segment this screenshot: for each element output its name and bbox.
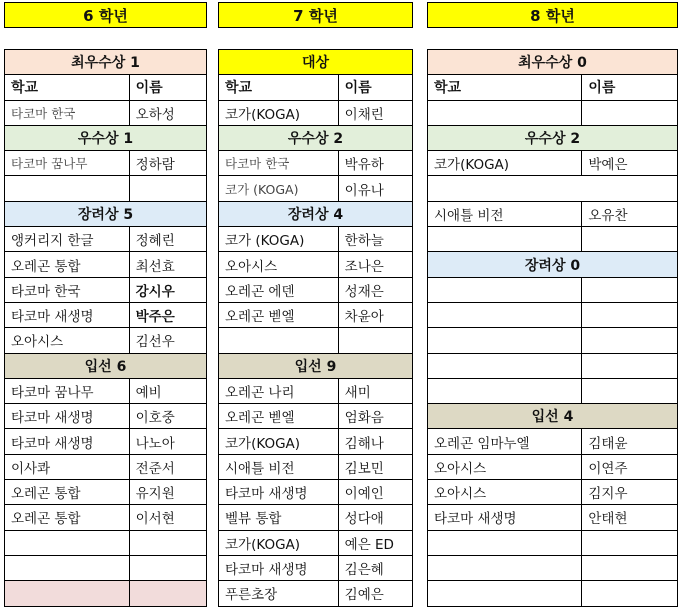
- school-cell: [428, 354, 582, 378]
- table-row-empty: [427, 176, 678, 201]
- table-row: [218, 328, 413, 353]
- award-category-header: 장려상 0: [427, 252, 678, 277]
- school-cell: 오레곤 벧엘: [219, 404, 339, 428]
- name-cell: 새미: [344, 385, 371, 401]
- school-cell: 타코마 꿈나무: [5, 151, 130, 175]
- school-cell: 타코마 한국: [219, 151, 339, 175]
- table-row: [427, 556, 678, 581]
- school-cell: [5, 176, 130, 200]
- name-cell: 전준서: [135, 460, 175, 477]
- grade-header-6: 6 학년: [4, 2, 207, 28]
- table-row: [427, 480, 678, 505]
- school-cell: 코가 (KOGA): [219, 227, 339, 251]
- award-category-header: 대상: [218, 50, 413, 75]
- school-cell: [5, 531, 130, 555]
- table-row: [218, 429, 413, 454]
- grade-header-8: 8 학년: [427, 2, 678, 28]
- name-cell: 엄화음: [344, 410, 384, 427]
- table-row: [427, 227, 678, 252]
- school-column-header: 학교: [428, 75, 582, 99]
- table-row: [4, 227, 207, 252]
- name-column-header: 이름: [135, 80, 163, 97]
- table-row: [218, 581, 413, 606]
- name-cell: [130, 531, 206, 555]
- table-row: [427, 505, 678, 530]
- school-cell: 타코마 새생명: [5, 404, 130, 428]
- table-row: [427, 101, 678, 126]
- school-cell: 오레곤 통합: [5, 505, 130, 529]
- name-cell: [582, 227, 677, 251]
- name-cell: [582, 354, 677, 378]
- table-row: [4, 278, 207, 303]
- table-row: [4, 429, 207, 454]
- school-cell: 타코마 새생명: [5, 303, 130, 327]
- table-row: [4, 480, 207, 505]
- name-cell: 한하늘: [344, 233, 384, 250]
- award-category-header: 우수상 2: [427, 126, 678, 151]
- school-cell: 푸른초장: [219, 581, 339, 605]
- school-cell: [428, 531, 582, 555]
- school-cell: [428, 328, 582, 352]
- table-row: [4, 151, 207, 176]
- name-cell: [582, 581, 677, 605]
- name-cell: 이채린: [344, 106, 384, 123]
- school-cell: 오레곤 통합: [5, 252, 130, 276]
- table-header-row: [218, 75, 413, 100]
- name-cell: 성재은: [344, 283, 384, 300]
- name-cell: 이유나: [344, 182, 384, 199]
- school-cell: 코가(KOGA): [219, 429, 339, 453]
- name-cell: 이호중: [135, 410, 175, 427]
- grade-7-awards-table: [218, 49, 413, 607]
- table-row: [4, 581, 207, 606]
- name-cell: 오하성: [135, 106, 175, 123]
- name-cell: [582, 328, 677, 352]
- award-category-header: 입선 9: [218, 354, 413, 379]
- award-category-header: 우수상 1: [4, 126, 207, 151]
- award-category-header: 입선 4: [427, 404, 678, 429]
- table-row: [427, 303, 678, 328]
- name-cell: [130, 556, 206, 580]
- name-cell: 예은 ED: [344, 536, 394, 553]
- school-cell: 타코마 한국: [5, 278, 130, 302]
- name-cell: 김해나: [344, 435, 384, 452]
- table-row: [427, 379, 678, 404]
- school-column-header: 학교: [5, 75, 130, 99]
- table-row: [218, 556, 413, 581]
- table-row: [218, 455, 413, 480]
- school-cell: 코가(KOGA): [219, 531, 339, 555]
- table-row: [218, 303, 413, 328]
- school-cell: [428, 101, 582, 125]
- school-column-header: 학교: [219, 75, 339, 99]
- school-cell: 타코마 새생명: [219, 556, 339, 580]
- table-row: [427, 202, 678, 227]
- name-cell: 정하람: [135, 157, 175, 174]
- name-cell: 박주은: [135, 309, 175, 326]
- table-row: [218, 404, 413, 429]
- grade-header-7: 7 학년: [218, 2, 413, 28]
- school-cell: 타코마 한국: [5, 101, 130, 125]
- name-cell: 강시우: [135, 283, 175, 300]
- school-cell: 코가(KOGA): [219, 101, 339, 125]
- school-cell: 오아시스: [428, 455, 582, 479]
- name-cell: 차윤아: [344, 309, 384, 326]
- name-column-header: 이름: [588, 80, 616, 97]
- name-cell: 김선우: [135, 334, 175, 351]
- school-cell: 오레곤 통합: [5, 480, 130, 504]
- school-cell: 타코마 새생명: [5, 429, 130, 453]
- name-cell: [130, 581, 206, 605]
- table-row: [4, 252, 207, 277]
- table-row: [4, 328, 207, 353]
- name-cell: 이연주: [588, 460, 628, 477]
- school-cell: 타코마 꿈나무: [5, 379, 130, 403]
- table-row: [218, 480, 413, 505]
- name-cell: 유지원: [135, 486, 175, 503]
- table-row: [4, 176, 207, 201]
- table-row: [218, 151, 413, 176]
- name-cell: 박유하: [344, 157, 384, 174]
- table-row: [4, 531, 207, 556]
- table-header-row: [4, 75, 207, 100]
- table-row: [218, 176, 413, 201]
- name-cell: [582, 379, 677, 403]
- table-row: [4, 455, 207, 480]
- school-cell: [428, 303, 582, 327]
- name-cell: 정혜린: [135, 233, 175, 250]
- name-cell: 조나은: [344, 258, 384, 275]
- school-cell: [428, 556, 582, 580]
- name-cell: [582, 556, 677, 580]
- school-cell: 벨뷰 통합: [219, 505, 339, 529]
- school-cell: [5, 581, 130, 605]
- school-cell: 앵커리지 한글: [5, 227, 130, 251]
- name-cell: [582, 101, 677, 125]
- name-cell: [339, 328, 412, 352]
- school-cell: 타코마 새생명: [428, 505, 582, 529]
- name-cell: 김은혜: [344, 562, 384, 579]
- school-cell: [428, 278, 582, 302]
- award-category-header: 입선 6: [4, 354, 207, 379]
- table-row: [218, 531, 413, 556]
- table-row: [4, 379, 207, 404]
- table-row: [4, 101, 207, 126]
- school-cell: 시애틀 비전: [428, 202, 582, 226]
- school-cell: 시애틀 비전: [219, 455, 339, 479]
- name-cell: 김지우: [588, 486, 628, 503]
- table-row: [4, 303, 207, 328]
- award-category-header: 장려상 4: [218, 202, 413, 227]
- school-cell: [428, 379, 582, 403]
- school-cell: 이사콰: [5, 455, 130, 479]
- table-row: [427, 531, 678, 556]
- name-cell: 김태윤: [588, 435, 628, 452]
- table-row: [218, 278, 413, 303]
- table-row: [427, 581, 678, 606]
- school-cell: 코가 (KOGA): [219, 176, 339, 200]
- table-row: [4, 556, 207, 581]
- grade-8-awards-table: [427, 49, 678, 607]
- table-row: [427, 429, 678, 454]
- name-cell: [130, 176, 206, 200]
- award-category-header: 장려상 5: [4, 202, 207, 227]
- school-cell: [5, 556, 130, 580]
- table-row: [427, 455, 678, 480]
- name-cell: 안태현: [588, 511, 628, 528]
- table-row: [218, 379, 413, 404]
- award-category-header: 최우수상 1: [4, 50, 207, 75]
- table-row: [427, 354, 678, 379]
- name-cell: 이예인: [344, 486, 384, 503]
- award-category-header: 최우수상 0: [427, 50, 678, 75]
- table-row: [427, 328, 678, 353]
- name-column-header: 이름: [344, 80, 372, 97]
- award-category-header: 우수상 2: [218, 126, 413, 151]
- table-row: [427, 278, 678, 303]
- name-cell: 박예은: [588, 157, 628, 174]
- table-row: [4, 505, 207, 530]
- school-cell: 오아시스: [428, 480, 582, 504]
- school-cell: 오아시스: [5, 328, 130, 352]
- table-row: [218, 505, 413, 530]
- table-header-row: [427, 75, 678, 100]
- school-cell: [219, 328, 339, 352]
- table-row: [218, 252, 413, 277]
- school-cell: 코가(KOGA): [428, 151, 582, 175]
- school-cell: [428, 581, 582, 605]
- table-row: [218, 101, 413, 126]
- name-cell: 성다애: [344, 511, 384, 528]
- school-cell: 오레곤 나리: [219, 379, 339, 403]
- school-cell: 오아시스: [219, 252, 339, 276]
- name-cell: 김보민: [344, 460, 384, 477]
- name-cell: [582, 531, 677, 555]
- name-cell: 오유찬: [588, 207, 628, 224]
- table-row: [4, 404, 207, 429]
- table-row: [218, 227, 413, 252]
- school-cell: 오레곤 벧엘: [219, 303, 339, 327]
- name-cell: 이서현: [135, 511, 175, 528]
- school-cell: 타코마 새생명: [219, 480, 339, 504]
- name-cell: [582, 303, 677, 327]
- name-cell: 예비: [135, 385, 162, 401]
- school-cell: 오레곤 에덴: [219, 278, 339, 302]
- name-cell: 김예은: [344, 587, 384, 604]
- name-cell: [582, 278, 677, 302]
- table-row: [427, 151, 678, 176]
- grade-6-awards-table: [4, 49, 207, 607]
- name-cell: 나노아: [135, 435, 175, 452]
- name-cell: 최선효: [135, 258, 175, 275]
- school-cell: 오레곤 임마누엘: [428, 429, 582, 453]
- school-cell: [428, 227, 582, 251]
